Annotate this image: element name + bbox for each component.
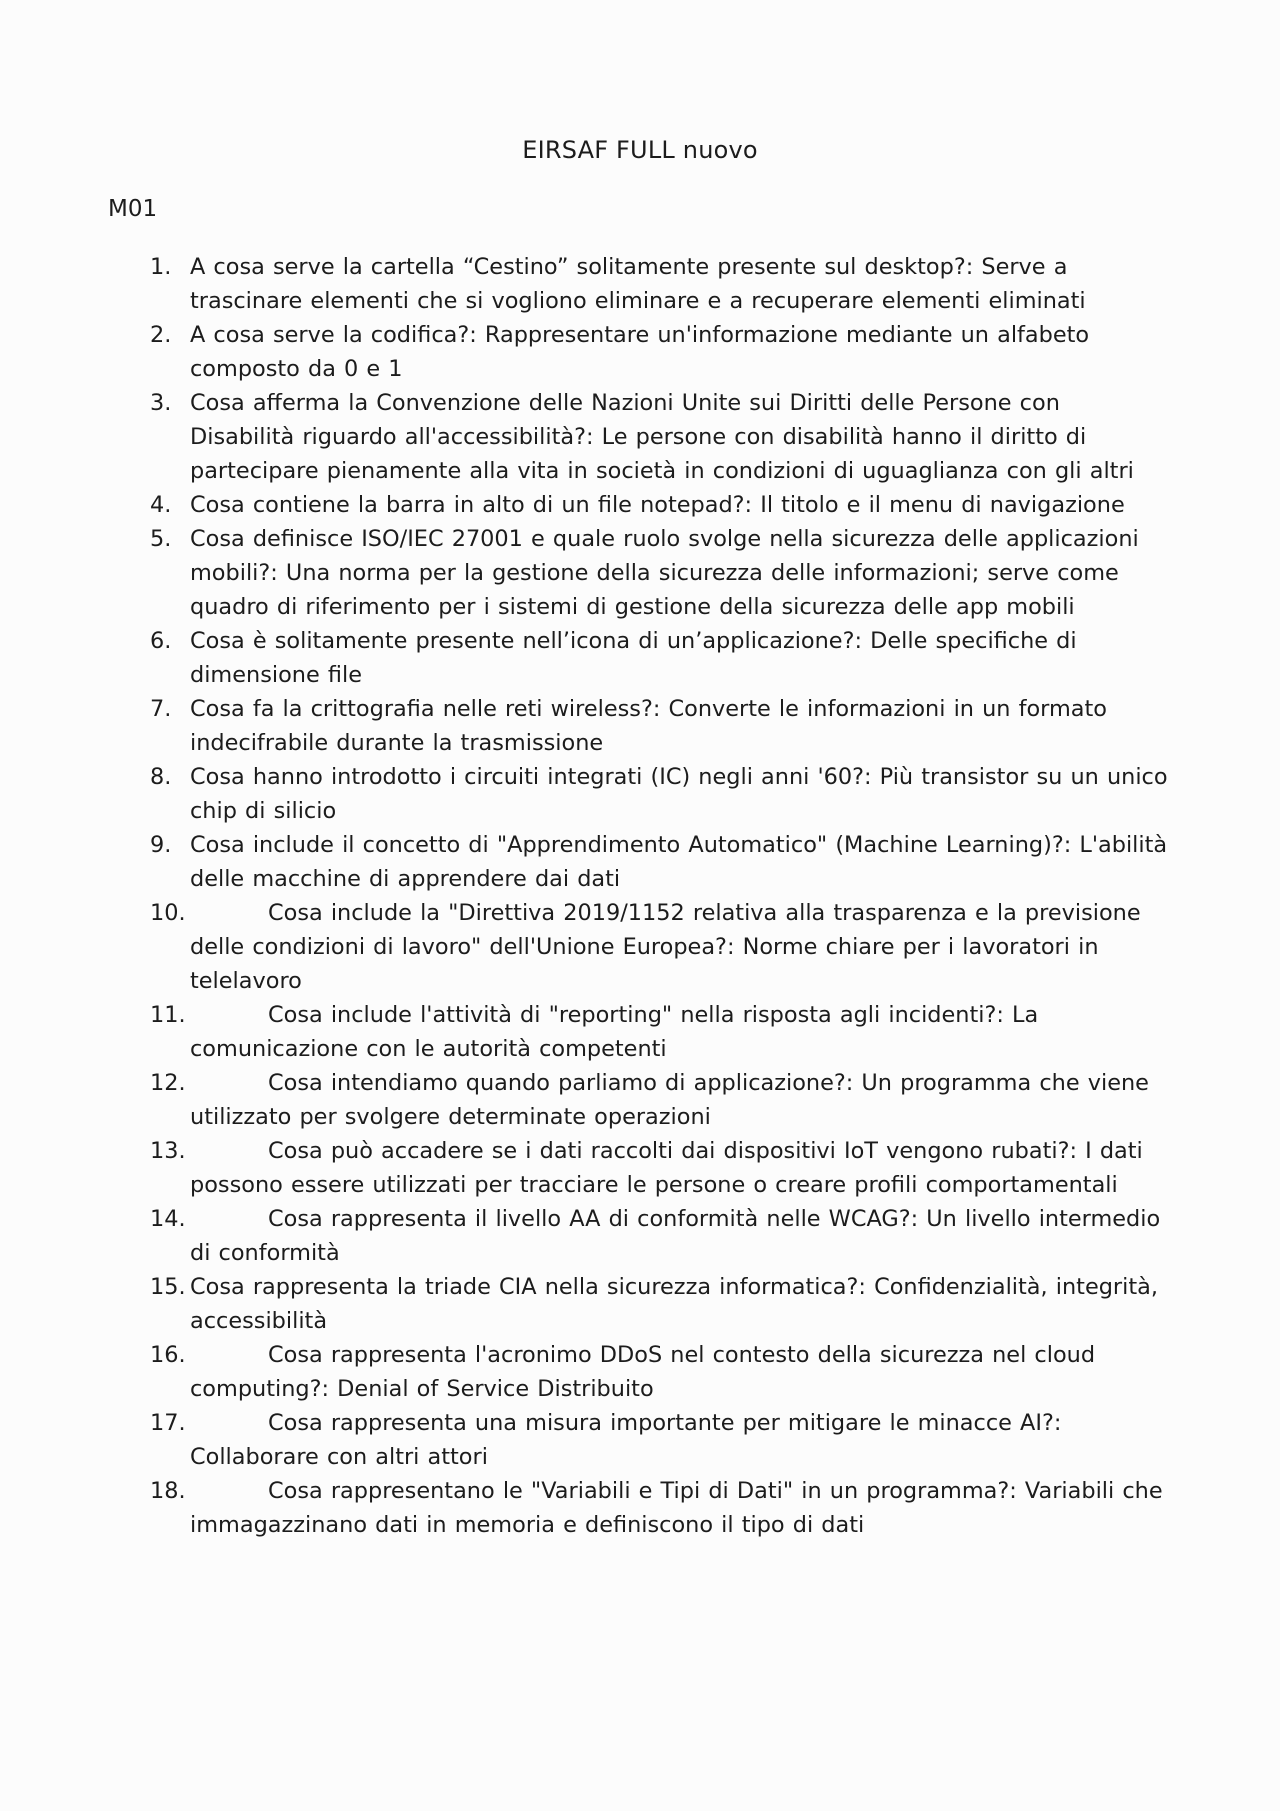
item-number: 1.: [150, 254, 172, 280]
list-item: [0, 250, 1280, 318]
list-item: [0, 1066, 1280, 1134]
item-text: Cosa include il concetto di "Apprendimento Automatico" (Machine Learning)?: L'abilità delle macchine di apprendere dai dati: [190, 832, 1168, 892]
list-item: [0, 998, 1280, 1066]
item-text: Cosa include l'attività di "reporting" nella risposta agli incidenti?: La comunicazione con le autorità competenti: [190, 1002, 1039, 1062]
item-text: Cosa rappresenta il livello AA di conformità nelle WCAG?: Un livello intermedio di conformità: [190, 1206, 1161, 1266]
item-text: Cosa può accadere se i dati raccolti dai dispositivi IoT vengono rubati?: I dati possono essere utilizzati per tracciare le persone o creare profili comportamentali: [190, 1138, 1143, 1198]
item-number: 14.: [150, 1206, 186, 1232]
item-number: 16.: [150, 1342, 186, 1368]
list-item: [0, 1406, 1280, 1474]
item-text: Cosa rappresenta la triade CIA nella sicurezza informatica?: Confidenzialità, integrità, accessibilità: [190, 1274, 1158, 1334]
list-item: [0, 1474, 1280, 1542]
item-text: Cosa fa la crittografia nelle reti wireless?: Converte le informazioni in un formato indecifrabile durante la trasmissione: [190, 696, 1108, 756]
item-number: 10.: [150, 900, 186, 926]
item-text: Cosa intendiamo quando parliamo di applicazione?: Un programma che viene utilizzato per svolgere determinate operazioni: [190, 1070, 1149, 1130]
list-item: [0, 1270, 1280, 1338]
item-number: 12.: [150, 1070, 186, 1096]
list-item: [0, 488, 1280, 522]
list-item: [0, 1134, 1280, 1202]
item-number: 17.: [150, 1410, 186, 1436]
item-number: 18.: [150, 1478, 186, 1504]
list-item: [0, 1202, 1280, 1270]
item-text: Cosa rappresenta l'acronimo DDoS nel contesto della sicurezza nel cloud computing?: Denial of Service Distribuito: [190, 1342, 1096, 1402]
item-number: 2.: [150, 322, 172, 348]
list-item: [0, 318, 1280, 386]
list-item: [0, 386, 1280, 488]
document-title: EIRSAF FULL nuovo: [522, 136, 758, 164]
item-text: Cosa rappresentano le "Variabili e Tipi di Dati" in un programma?: Variabili che immagazzinano dati in memoria e definiscono il tipo di dati: [190, 1478, 1163, 1538]
item-number: 5.: [150, 526, 172, 552]
item-number: 4.: [150, 492, 172, 518]
item-number: 3.: [150, 390, 172, 416]
list-item: [0, 1338, 1280, 1406]
item-text: Cosa è solitamente presente nell’icona di un’applicazione?: Delle specifiche di dimensione file: [190, 628, 1077, 688]
list-item: [0, 624, 1280, 692]
item-text: A cosa serve la codifica?: Rappresentare un'informazione mediante un alfabeto composto da 0 e 1: [190, 322, 1090, 382]
item-number: 11.: [150, 1002, 186, 1028]
item-number: 13.: [150, 1138, 186, 1164]
item-number: 9.: [150, 832, 172, 858]
list-item: [0, 760, 1280, 828]
list-item: [0, 522, 1280, 624]
item-text: Cosa afferma la Convenzione delle Nazioni Unite sui Diritti delle Persone con Disabilità riguardo all'accessibilità?: Le persone con disabilità hanno il diritto di partecipare pienamente alla vita in società in condizioni di uguaglianza con gli altri: [190, 390, 1134, 484]
list-item: [0, 828, 1280, 896]
section-label: M01: [108, 196, 158, 222]
item-number: 7.: [150, 696, 172, 722]
list-item: [0, 692, 1280, 760]
item-number: 8.: [150, 764, 172, 790]
question-list: [0, 250, 1280, 1542]
item-number: 6.: [150, 628, 172, 654]
item-text: Cosa contiene la barra in alto di un file notepad?: Il titolo e il menu di navigazione: [190, 492, 1125, 518]
item-text: Cosa hanno introdotto i circuiti integrati (IC) negli anni '60?: Più transistor su un unico chip di silicio: [190, 764, 1168, 824]
list-item: [0, 896, 1280, 998]
item-text: A cosa serve la cartella “Cestino” solitamente presente sul desktop?: Serve a trascinare elementi che si vogliono eliminare e a recuperare elementi eliminati: [190, 254, 1086, 314]
item-text: Cosa include la "Direttiva 2019/1152 relativa alla trasparenza e la previsione delle condizioni di lavoro" dell'Unione Europea?: Norme chiare per i lavoratori in telelavoro: [190, 900, 1141, 994]
item-text: Cosa rappresenta una misura importante per mitigare le minacce AI?: Collaborare con altri attori: [190, 1410, 1062, 1470]
item-number: 15.: [150, 1274, 186, 1300]
item-text: Cosa definisce ISO/IEC 27001 e quale ruolo svolge nella sicurezza delle applicazioni mobili?: Una norma per la gestione della sicurezza delle informazioni; serve come quadro di riferimento per i sistemi di gestione della sicurezza delle app mobili: [190, 526, 1139, 620]
